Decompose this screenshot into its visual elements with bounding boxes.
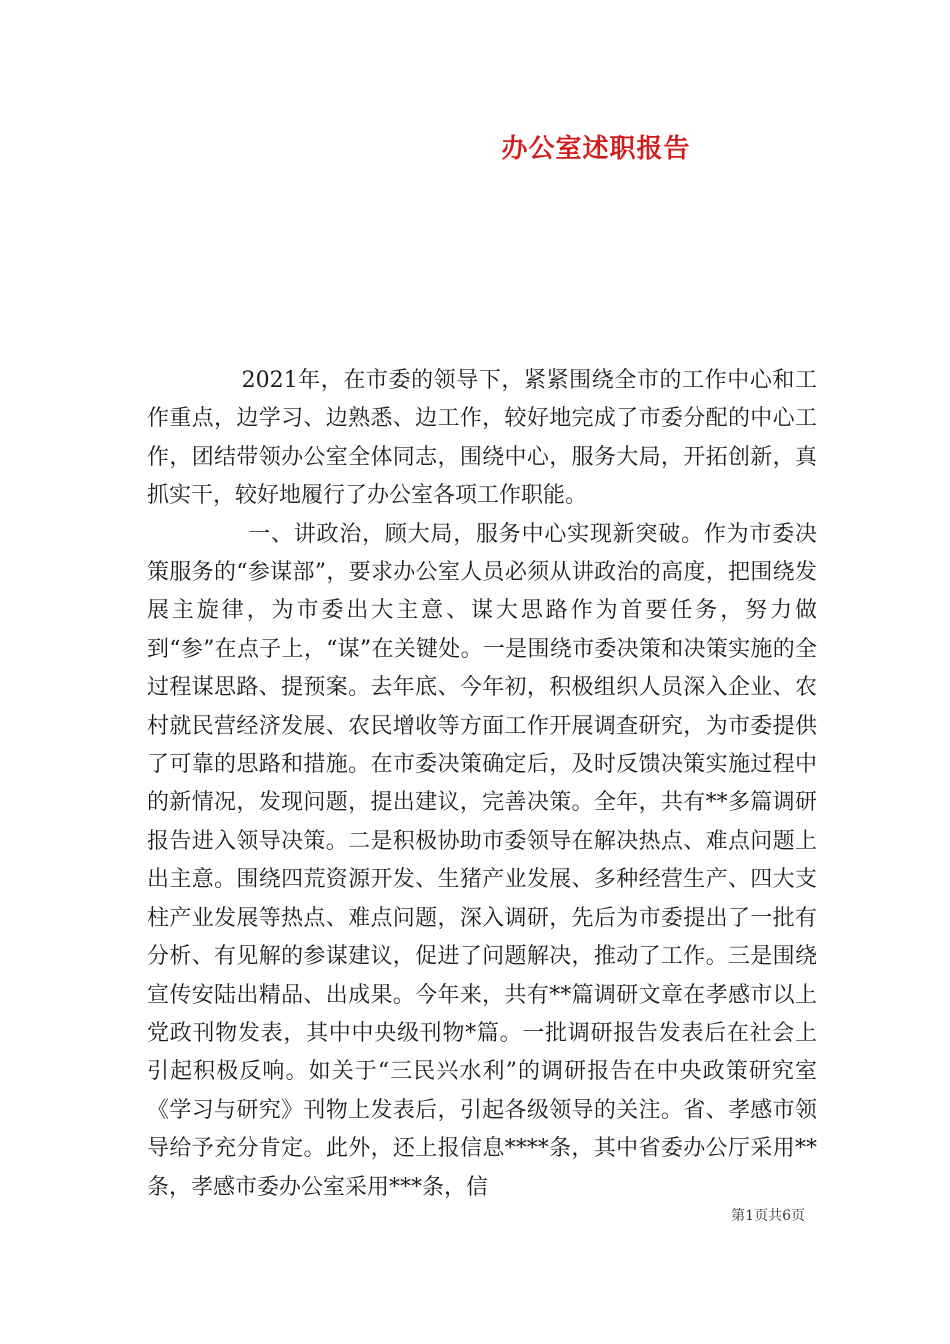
document-body xyxy=(147,362,817,1207)
page-number: 第1页共6页 xyxy=(731,1208,805,1224)
document-title: 办公室述职报告 xyxy=(501,134,691,164)
paragraph-section-one: 一、讲政治，顾大局，服务中心实现新突破。作为市委决策服务的“参谋部”，要求办公室人员必须从讲政治的高度，把围绕发展主旋律，为市委出大主意、谋大思路作为首要任务，努力做到“参”在点子上，“谋”在关键处。一是围绕市委决策和决策实施的全过程谋思路、提预案。去年底、今年初，积极组织人员深入企业、农村就民营经济发展、农民增收等方面工作开展调查研究，为市委提供了可靠的思路和措施。在市委决策确定后，及时反馈决策实施过程中的新情况，发现问题，提出建议，完善决策。全年，共有**多篇调研报告进入领导决策。二是积极协助市委领导在解决热点、难点问题上出主意。围绕四荒资源开发、生猪产业发展、多种经营生产、四大支柱产业发展等热点、难点问题，深入调研，先后为市委提出了一批有分析、有见解的参谋建议，促进了问题解决，推动了工作。三是围绕宣传安陆出精品、出成果。今年来，共有**篇调研文章在孝感市以上党政刊物发表，其中中央级刊物*篇。一批调研报告发表后在社会上引起积极反响。如关于“三民兴水利”的调研报告在中央政策研究室《学习与研究》刊物上发表后，引起各级领导的关注。省、孝感市领导给予充分肯定。此外，还上报信息****条，其中省委办公厅采用**条，孝感市委办公室采用***条，信 xyxy=(147,521,817,1200)
paragraph-intro: 2021年，在市委的领导下，紧紧围绕全市的工作中心和工作重点，边学习、边熟悉、边工作，较好地完成了市委分配的中心工作，团结带领办公室全体同志，围绕中心，服务大局，开拓创新，真抓实干，较好地履行了办公室各项工作职能。 xyxy=(147,368,817,509)
